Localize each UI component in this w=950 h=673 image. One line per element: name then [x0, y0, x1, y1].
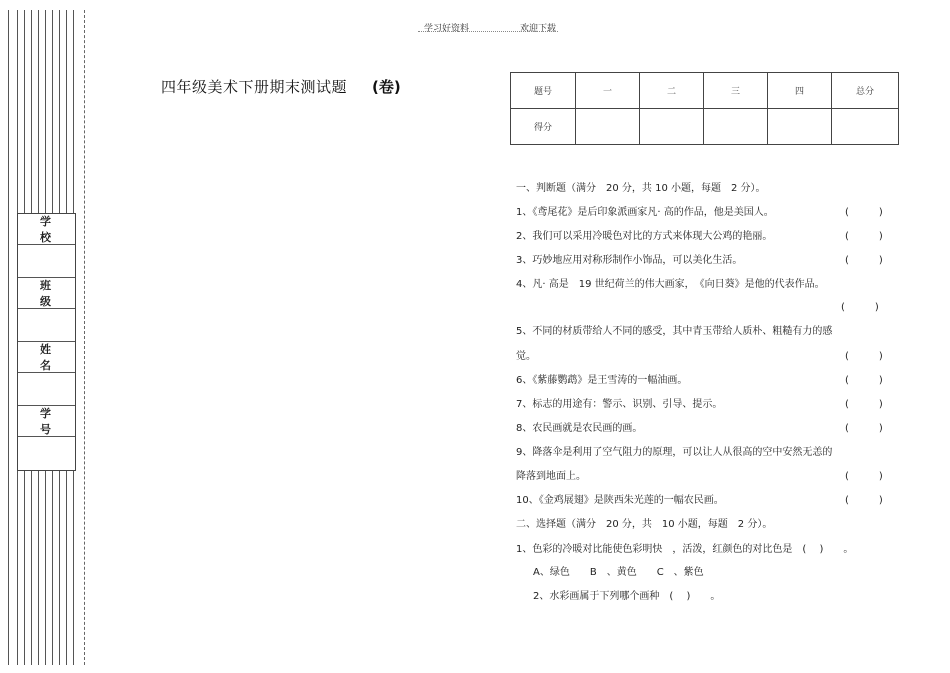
table-cell: 三 — [704, 73, 768, 109]
score-cell — [768, 109, 832, 145]
score-cell — [576, 109, 640, 145]
question-5-continued: 觉。 — [516, 351, 536, 362]
question-6: 6、《紫藤鹦鹉》是王雪涛的一幅油画。 — [516, 375, 688, 386]
score-table-score-row — [511, 109, 899, 145]
section2-heading: 二、选择题（满分 20 分，共 10 小题，每题 2 分）。 — [516, 519, 773, 530]
table-cell: 二 — [640, 73, 704, 109]
question-3: 3、巧妙地应用对称形制作小饰品，可以美化生活。 — [516, 255, 743, 266]
name-field — [18, 373, 75, 406]
answer-blank: ( ) — [845, 375, 883, 386]
cut-line — [84, 10, 85, 665]
header-right: 欢迎下载 — [520, 24, 557, 34]
school-label: 学 校 — [18, 214, 75, 245]
student-number-field — [18, 437, 75, 469]
choice-question-2: 2、水彩画属于下列哪个画种 ( ) 。 — [533, 591, 721, 602]
choice-question-1-options: A、绿色 B 、黄色 C 、紫色 — [533, 567, 704, 578]
choice-question-1: 1、色彩的冷暖对比能使色彩明快 ，活泼，红颜色的对比色是 ( ) 。 — [516, 544, 854, 555]
question-8: 8、农民画就是农民画的画。 — [516, 423, 643, 434]
name-label: 姓 名 — [18, 342, 75, 373]
answer-blank: ( ) — [845, 207, 883, 218]
section1-heading: 一、判断题（满分 20 分，共 10 小题，每题 2 分）。 — [516, 183, 766, 194]
student-info-binding — [17, 213, 76, 471]
score-cell — [640, 109, 704, 145]
title-suffix: (卷) — [372, 78, 401, 96]
answer-blank: ( ) — [845, 351, 883, 362]
answer-blank: ( ) — [845, 495, 883, 506]
answer-blank: ( ) — [845, 399, 883, 410]
score-cell — [704, 109, 768, 145]
header-left: 学习好资料 — [424, 24, 470, 34]
question-2: 2、我们可以采用冷暖色对比的方式来体现大公鸡的艳丽。 — [516, 231, 773, 242]
school-field — [18, 245, 75, 278]
class-label: 班 级 — [18, 278, 75, 309]
answer-blank: ( ) — [845, 255, 883, 266]
page-title: 四年级美术下册期末测试题 — [161, 78, 348, 96]
question-4: 4、凡· 高是 19 世纪荷兰的伟大画家， 《向日葵》是他的代表作品。 — [516, 279, 825, 290]
question-9-continued: 降落到地面上。 — [516, 471, 586, 482]
header-divider — [418, 31, 558, 32]
table-cell: 总分 — [832, 73, 899, 109]
student-number-label: 学 号 — [18, 406, 75, 437]
question-7: 7、标志的用途有：警示、识别、引导、提示。 — [516, 399, 723, 410]
class-field — [18, 309, 75, 342]
answer-blank: ( ) — [845, 423, 883, 434]
question-1: 1、《鸢尾花》是后印象派画家凡· 高的作品，他是美国人。 — [516, 207, 774, 218]
table-cell: 四 — [768, 73, 832, 109]
answer-blank: ( ) — [845, 471, 883, 482]
score-table — [510, 72, 899, 145]
question-10: 10、《金鸡展翅》是陕西朱光莲的一幅农民画。 — [516, 495, 724, 506]
table-cell: 得分 — [511, 109, 576, 145]
table-cell: 一 — [576, 73, 640, 109]
score-table-header-row — [511, 73, 899, 109]
answer-blank: ( ) — [841, 302, 879, 313]
question-5: 5、不同的材质带给人不同的感受，其中青玉带给人质朴、粗糙有力的感 — [516, 326, 833, 337]
question-9: 9、降落伞是利用了空气阻力的原理，可以让人从很高的空中安然无恙的 — [516, 447, 833, 458]
score-cell — [832, 109, 899, 145]
table-cell: 题号 — [511, 73, 576, 109]
answer-blank: ( ) — [845, 231, 883, 242]
